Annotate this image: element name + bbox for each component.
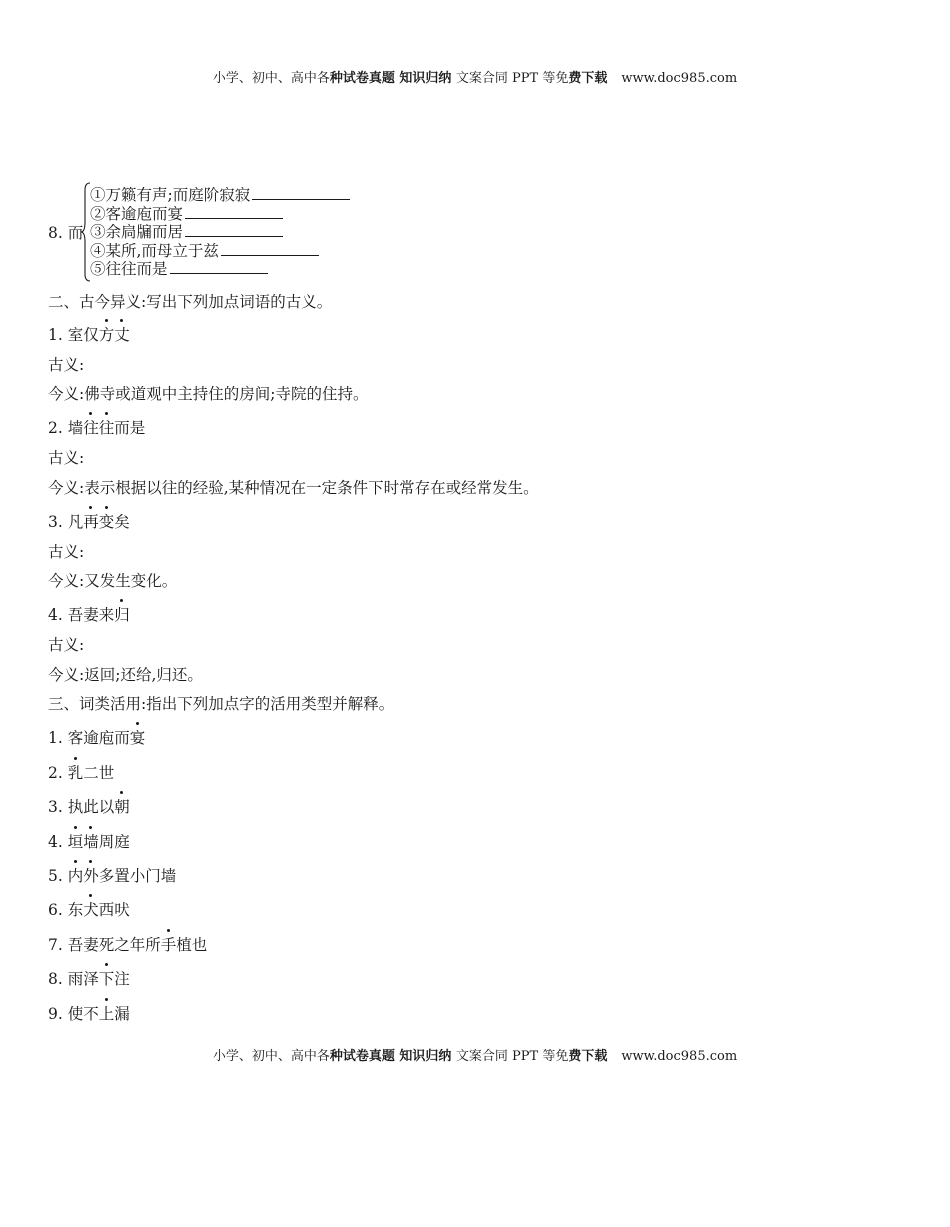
section2-heading: 二、古今异义:写出下列加点词语的古义。: [48, 293, 333, 311]
section2-item-1: 1. 室仅方丈: [48, 326, 130, 344]
footer-text-3: 知识归纳: [394, 1049, 456, 1064]
section2-item-3: 3. 凡再变矣: [48, 513, 130, 531]
ancient-meaning-label: 古义:: [48, 356, 85, 374]
emphasized-word: [114, 798, 130, 816]
q8-item-2: ②客逾庖而宴: [90, 204, 283, 223]
page-header: [0, 71, 950, 87]
section3-item-2: 2. 乳二世: [48, 764, 115, 782]
ancient-meaning-label: 古义:: [48, 449, 85, 467]
emphasis-dot-char: 往: [83, 419, 99, 437]
emphasis-dot-char: 犬: [83, 901, 99, 919]
section3-item-9: 9. 使不上漏: [48, 1005, 130, 1023]
answer-blank[interactable]: [170, 259, 268, 274]
emphasis-dot-char: 垣: [67, 833, 84, 851]
emphasis-dot-char: 往: [98, 419, 115, 437]
section3-item-8: 8. 雨泽下注: [48, 970, 130, 988]
emphasis-dot-char: 宴: [129, 729, 146, 747]
emphasized-word: [114, 606, 130, 624]
emphasized-word: [99, 1005, 115, 1023]
header-text-5: 费下载: [568, 71, 608, 86]
modern-meaning: 今义:表示根据以往的经验,某种情况在一定条件下时常存在或经常发生。: [48, 479, 539, 497]
modern-meaning: 今义:佛寺或道观中主持住的房间;寺院的住持。: [48, 385, 369, 403]
emphasis-dot-char: 外: [83, 867, 99, 885]
emphasized-word: [68, 867, 99, 885]
footer-text-1: 小学、初中、高中各: [212, 1049, 330, 1064]
footer-url[interactable]: www.doc985.com: [621, 1049, 738, 1064]
modern-meaning: 今义:返回;还给,归还。: [48, 666, 203, 684]
header-text-3: 知识归纳: [394, 71, 456, 86]
emphasized-word: [130, 729, 146, 747]
emphasis-dot-char: 手: [160, 936, 177, 954]
emphasis-dot-char: 上: [98, 1005, 115, 1023]
section3-item-6: 6. 东犬西吠: [48, 901, 130, 919]
header-url[interactable]: www.doc985.com: [621, 71, 738, 86]
emphasized-word: [68, 833, 99, 851]
emphasis-dot-char: 墙: [83, 833, 99, 851]
answer-blank[interactable]: [221, 241, 319, 256]
section3-item-3: 3. 执此以朝: [48, 798, 130, 816]
q8-item-4: ④某所,而母立于兹: [90, 241, 319, 260]
emphasis-dot-char: 变: [98, 513, 115, 531]
emphasized-word: [83, 901, 99, 919]
q8-label: 8. 而: [48, 224, 84, 242]
section2-item-2: 2. 墙往往而是: [48, 419, 146, 437]
section3-item-1: 1. 客逾庖而宴: [48, 729, 146, 747]
emphasized-word: [161, 936, 177, 954]
q8-item-3: ③余扃牖而居: [90, 222, 283, 241]
header-text-2: 种试卷真题: [329, 71, 395, 86]
emphasis-dot-char: 乳: [67, 764, 84, 782]
section3-heading: 三、词类活用:指出下列加点字的活用类型并解释。: [48, 695, 395, 713]
header-text-4: 文案合同 PPT 等免: [455, 71, 569, 86]
header-text-1: 小学、初中、高中各: [212, 71, 330, 86]
emphasis-dot-char: 下: [98, 970, 115, 988]
ancient-meaning-label: 古义:: [48, 543, 85, 561]
emphasis-dot-char: 内: [67, 867, 84, 885]
footer-text-4: 文案合同 PPT 等免: [455, 1049, 569, 1064]
footer-text-5: 费下载: [568, 1049, 608, 1064]
answer-blank[interactable]: [185, 222, 283, 237]
answer-blank[interactable]: [185, 204, 283, 219]
q8-item-5: ⑤往往而是: [90, 259, 268, 278]
emphasized-word: [99, 970, 115, 988]
emphasis-dot-char: 再: [83, 513, 99, 531]
emphasized-word: [83, 513, 114, 531]
emphasized-word: [83, 419, 114, 437]
section3-item-7: 7. 吾妻死之年所手植也: [48, 936, 208, 954]
page-footer: [0, 1049, 950, 1065]
modern-meaning: 今义:又发生变化。: [48, 572, 178, 590]
answer-blank[interactable]: [252, 185, 350, 200]
section2-item-4: 4. 吾妻来归: [48, 606, 130, 624]
emphasis-dot-char: 朝: [114, 798, 130, 816]
emphasis-dot-char: 方: [98, 326, 115, 344]
emphasized-word: [99, 326, 130, 344]
ancient-meaning-label: 古义:: [48, 636, 85, 654]
emphasized-word: [68, 764, 84, 782]
emphasis-dot-char: 归: [114, 606, 130, 624]
footer-text-2: 种试卷真题: [329, 1049, 395, 1064]
emphasis-dot-char: 丈: [114, 326, 130, 344]
section3-item-5: 5. 内外多置小门墙: [48, 867, 177, 885]
section3-item-4: 4. 垣墙周庭: [48, 833, 130, 851]
q8-item-1: ①万籁有声;而庭阶寂寂: [90, 185, 350, 204]
